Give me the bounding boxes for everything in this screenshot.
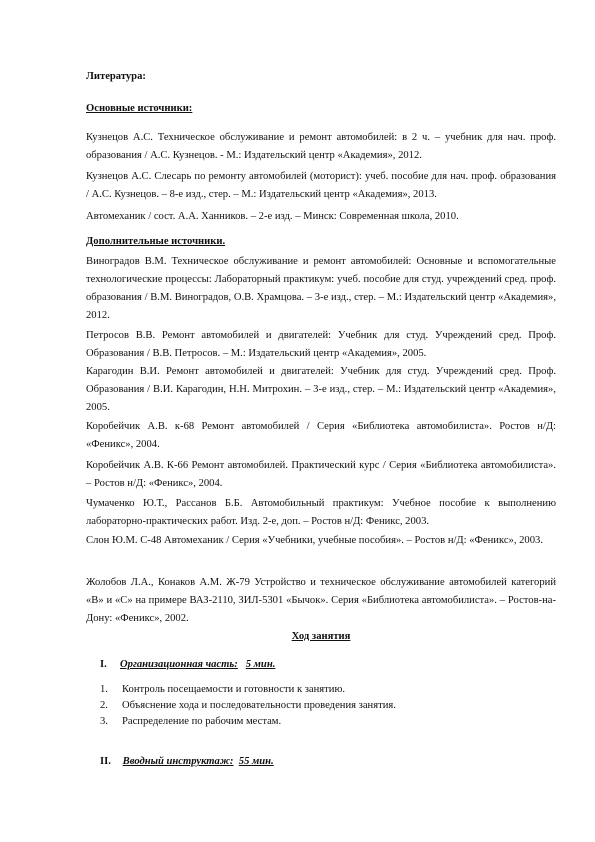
- list-item-number: 2.: [100, 700, 108, 711]
- extra-source-2: Петросов В.В. Ремонт автомобилей и двигателей: Учебник для студ. Учреждений сред. Проф. Образования / В.В. Петросов. – М.: Издательский центр «Академия», 2005.: [86, 330, 556, 359]
- section-2-title: Вводный инструктаж:: [122, 756, 234, 767]
- extra-sources-heading: Дополнительные источники.: [86, 236, 226, 247]
- extra-source-1: Виноградов В.М. Техническое обслуживание и ремонт автомобилей: Основные и вспомогательные технологические процессы: Лабораторный практикум: учеб. пособие для студ. учреждений сред. проф. образования / В.М. Виноградов, О.В. Храмцова. – 3-е изд., стер. – М.: Издательский центр «Академия», 2012.: [86, 256, 556, 321]
- list-item: [100, 698, 550, 714]
- extra-source-7: Слон Ю.М. С-48 Автомеханик / Серия «Учебники, учебные пособия». – Ростов н/Д: «Феникс», 2003.: [86, 535, 543, 546]
- section-1-time: 5 мин.: [245, 659, 276, 670]
- section-1-heading: [100, 657, 275, 673]
- section-2-heading: [100, 754, 274, 770]
- extra-source-3: Карагодин В.И. Ремонт автомобилей и двигателей: Учебник для студ. Учреждений сред. Проф. Образования / В.И. Карагодин, Н.Н. Митрохин. – 3-е изд., стер. – М.: Издательский центр «Академия», 2005.: [86, 366, 556, 413]
- extra-source-8: Жолобов Л.А., Конаков А.М. Ж-79 Устройство и техническое обслуживание автомобилей категорий «В» и «С» на примере ВАЗ-2110, ЗИЛ-5301 «Бычок». Серия «Библиотека автомобилиста». – Ростов-на-Дону: «Феникс», 2002.: [86, 577, 556, 624]
- main-source-1: Кузнецов А.С. Техническое обслуживание и ремонт автомобилей: в 2 ч. – учебник для нач. проф. образования / А.С. Кузнецов. - М.: Издательский центр «Академия», 2012.: [86, 132, 556, 161]
- lesson-steps-list: [100, 682, 550, 730]
- main-source-3: Автомеханик / сост. А.А. Ханников. – 2-е изд. – Минск: Современная школа, 2010.: [86, 211, 459, 222]
- list-item-text: Контроль посещаемости и готовности к занятию.: [122, 684, 346, 695]
- section-2-time: 55 мин.: [238, 756, 274, 767]
- section-2-numeral: II.: [100, 756, 111, 767]
- extra-source-5: Коробейчик А.В. К-66 Ремонт автомобилей. Практический курс / Серия «Библиотека автомобилиста». – Ростов н/Д: «Феникс», 2004.: [86, 460, 556, 489]
- extra-source-4: Коробейчик А.В. к-68 Ремонт автомобилей / Серия «Библиотека автомобилиста». Ростов н/Д: «Феникс», 2004.: [86, 421, 556, 450]
- extra-source-6: Чумаченко Ю.Т., Рассанов Б.Б. Автомобильный практикум: Учебное пособие к выполнению лабораторно-практических работ. Изд. 2-е, доп. – Ростов н/Д: Феникс, 2003.: [86, 498, 556, 527]
- list-item-number: 3.: [100, 716, 108, 727]
- list-item-text: Объяснение хода и последовательности проведения занятия.: [122, 700, 396, 711]
- list-item-number: 1.: [100, 684, 108, 695]
- section-1-title: Организационная часть:: [120, 659, 238, 670]
- list-item: [100, 714, 550, 730]
- section-1-numeral: I.: [100, 659, 107, 670]
- list-item-text: Распределение по рабочим местам.: [122, 716, 282, 727]
- lesson-heading: Ход занятия: [291, 631, 351, 642]
- literature-heading: Литература:: [86, 71, 146, 82]
- list-item: [100, 682, 550, 698]
- main-sources-heading: Основные источники:: [86, 103, 193, 114]
- main-source-2: Кузнецов А.С. Слесарь по ремонту автомобилей (моторист): учеб. пособие для нач. проф. образования / А.С. Кузнецов. – 8-е изд., стер. – М.: Издательский центр «Академия», 2013.: [86, 171, 556, 200]
